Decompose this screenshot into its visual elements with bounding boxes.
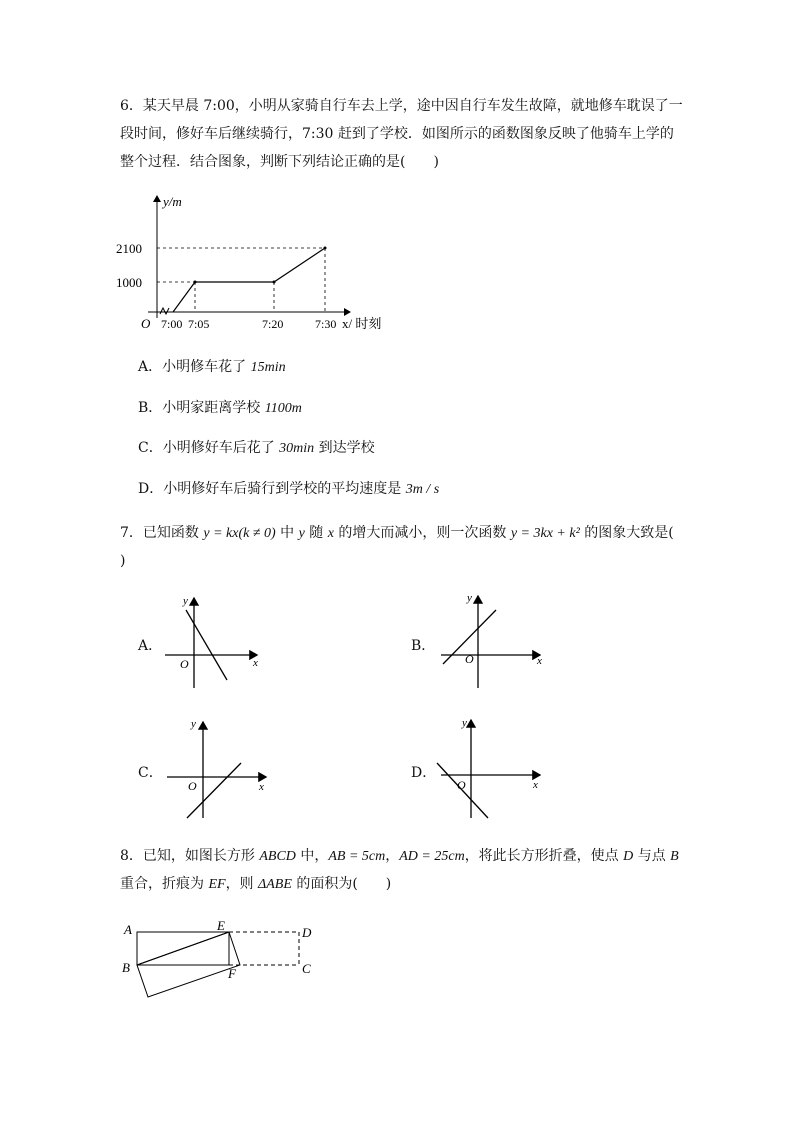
option-math: 15min (250, 360, 286, 375)
q6-axis-break (160, 308, 169, 314)
q8-text: 与点 (633, 848, 671, 864)
q8-math: ΔABE (258, 877, 292, 892)
option-label: B． (138, 400, 163, 416)
q6-distance-time-graph (110, 188, 410, 338)
x-label: x (259, 781, 264, 793)
point-b: B (122, 960, 130, 975)
option-label: A． (138, 359, 163, 375)
q6-graph-line (173, 248, 325, 312)
x-label: x (537, 655, 542, 667)
option-text: 小明修好车后花了 (162, 440, 280, 456)
q8-text: ，将此长方形折叠，使点 (464, 848, 624, 864)
q7-option-d-label[interactable]: D． (411, 765, 437, 781)
q6-point (324, 247, 327, 250)
point-c: C (302, 961, 311, 976)
q8-math: EF (208, 877, 226, 892)
q7-option-b-label[interactable]: B． (411, 638, 436, 654)
q8-folded-rectangle-diagram (118, 915, 328, 1000)
q8-text: 重合，折痕为 (120, 876, 209, 892)
q7-text: 中 (275, 525, 299, 541)
origin-label: O (180, 657, 189, 671)
q7-option-a-graph[interactable] (160, 590, 270, 695)
option-text: 小明家距离学校 (162, 400, 265, 416)
q7-option-a-label[interactable]: A． (138, 638, 163, 654)
q7-option-d-graph[interactable] (432, 712, 550, 822)
q6-line-3: 整个过程．结合图象，判断下列结论正确的是( ) (120, 154, 439, 170)
q6-xtick-700: 7:00 (161, 317, 183, 331)
x-label: x (253, 657, 258, 669)
q7-text: 的增大而减小，则一次函数 (333, 525, 511, 541)
q8-text: 中， (295, 848, 329, 864)
q7-option-b-graph[interactable] (435, 588, 550, 693)
q7-line-2: ) (120, 553, 126, 569)
q8-text: 的面积为( ) (291, 876, 392, 892)
q8-text: ，则 (225, 876, 259, 892)
option-tail: 到达学校 (314, 440, 375, 456)
q8-text: ， (385, 848, 400, 864)
y-label: y (467, 592, 472, 604)
option-math: 30min (279, 441, 315, 456)
q7-math: y (298, 526, 305, 541)
origin-label: O (457, 778, 466, 792)
point-f: F (228, 966, 236, 981)
point-e: E (217, 918, 225, 933)
q6-line-1: 6．某天早晨 7:00，小明从家骑自行车去上学，途中因自行车发生故障，就地修车耽误了一 (120, 98, 683, 114)
q7-text: 的图象大致是( (579, 525, 674, 541)
q6-option-a[interactable] (138, 357, 286, 378)
q6-xtick-720: 7:20 (262, 317, 284, 331)
q6-point (194, 281, 197, 284)
q6-xtick-730: 7:30 (315, 317, 337, 331)
option-label: C． (138, 440, 163, 456)
q8-text: 8．已知，如图长方形 (120, 848, 260, 864)
point-d: D (302, 925, 312, 940)
q7-text: 随 (304, 525, 328, 541)
origin-label: O (465, 652, 474, 666)
q6-point (273, 281, 276, 284)
x-label: x (533, 779, 538, 791)
q8-line-1 (120, 846, 679, 867)
diagonal-be (137, 932, 229, 965)
option-label: D． (138, 481, 164, 497)
q6-option-c[interactable] (138, 438, 375, 459)
option-math: 3m / s (405, 482, 440, 497)
q8-math: AB = 5cm (328, 849, 386, 864)
origin-label: O (188, 779, 197, 793)
q7-text: 7．已知函数 (120, 525, 204, 541)
option-math: 1100m (264, 401, 302, 416)
q6-xtick-705: 7:05 (188, 317, 210, 331)
q8-math: D (623, 849, 634, 864)
q8-line-2 (120, 874, 391, 895)
q6-x-label: x/ 时刻 (342, 316, 382, 331)
option-text: 小明修好车后骑行到学校的平均速度是 (163, 481, 406, 497)
function-line (186, 610, 227, 680)
y-label: y (462, 717, 467, 729)
q7-option-c-graph[interactable] (162, 714, 272, 822)
point-a: A (124, 922, 132, 937)
q6-origin: O (141, 316, 151, 331)
q6-line-2: 段时间，修好车后继续骑行，7:30 赶到了学校．如图所示的函数图象反映了他骑车上学的 (120, 126, 674, 142)
q6-ytick-2100: 2100 (116, 241, 142, 256)
option-text: 小明修车花了 (162, 359, 251, 375)
q8-math: B (670, 849, 679, 864)
q8-math: AD = 25cm (399, 849, 465, 864)
q6-option-d[interactable] (138, 479, 439, 500)
y-label: y (183, 595, 188, 607)
q7-option-c-label[interactable]: C． (138, 765, 163, 781)
q6-ytick-1000: 1000 (116, 275, 142, 290)
q6-y-label: y/m (163, 194, 182, 209)
q7-line-1 (120, 523, 674, 544)
q7-math: y = kx(k ≠ 0) (203, 526, 276, 541)
q7-math: x (327, 526, 334, 541)
q7-math: y = 3kx + k² (510, 526, 580, 541)
q6-option-b[interactable] (138, 398, 302, 419)
q8-math: ABCD (259, 849, 296, 864)
y-label: y (191, 718, 196, 730)
